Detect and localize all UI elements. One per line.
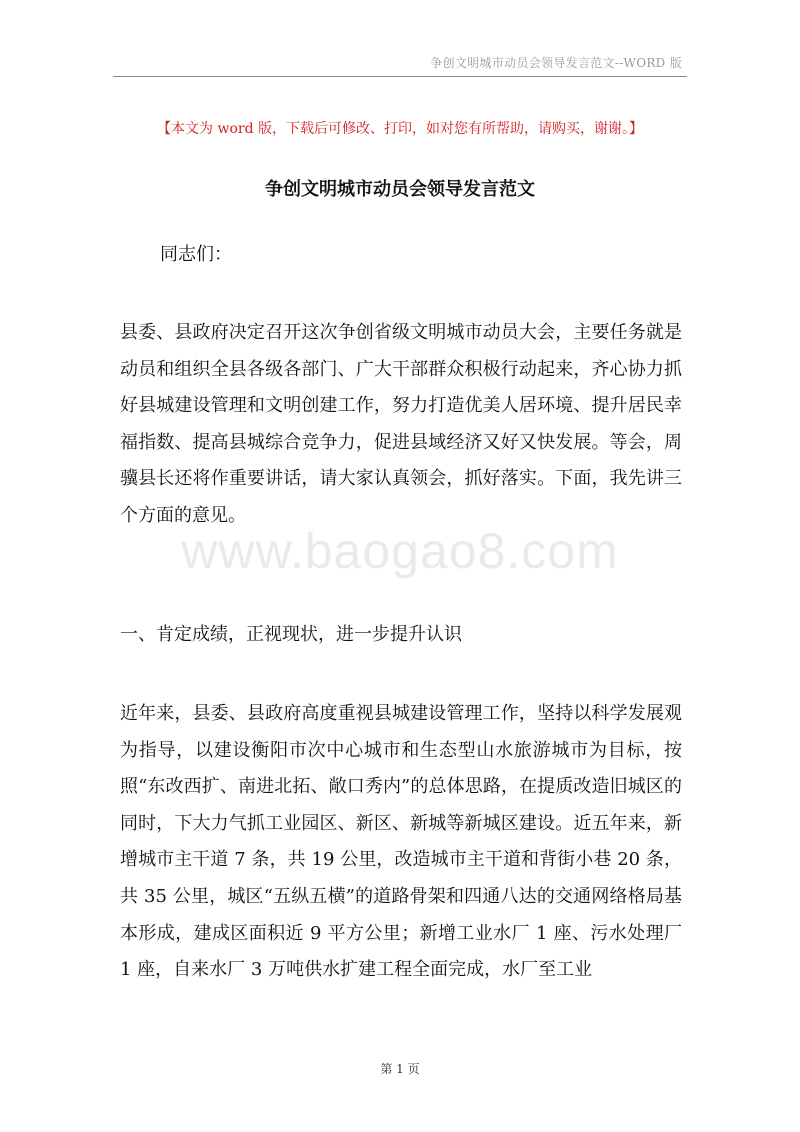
watermark: www.baogao8.com	[181, 523, 619, 579]
download-notice: 【本文为 word 版，下载后可修改、打印，如对您有所帮助，请购买，谢谢。】	[157, 121, 643, 137]
page-number: 第 1 页	[380, 1062, 420, 1076]
header-divider	[113, 76, 687, 77]
running-header-title: 争创文明城市动员会领导发言范文--WORD 版	[430, 56, 682, 70]
document-title: 争创文明城市动员会领导发言范文	[265, 179, 535, 200]
greeting: 同志们：	[160, 244, 232, 265]
section-heading-1: 一、肯定成绩，正视现状，进一步提升认识	[120, 624, 462, 645]
body-paragraph-intro: 县委、县政府决定召开这次争创省级文明城市动员大会，主要任务就是动员和组织全县各级各部门、广大干部群众积极行动起来，齐心协力抓好县城建设管理和文明创建工作，努力打造优美人居环境、提升居民幸福指数、提高县城综合竞争力，促进县域经济又好又快发展。等会，周骥县长还将作重要讲话，请大家认真领会，抓好落实。下面，我先讲三个方面的意见。	[120, 322, 682, 526]
body-paragraph-achievements: 近年来，县委、县政府高度重视县城建设管理工作，坚持以科学发展观为指导，以建设衡阳市次中心城市和生态型山水旅游城市为目标，按照“东改西扩、南进北拓、敞口秀内”的总体思路，在提质改造旧城区的同时，下大力气抓工业园区、新区、新城等新城区建设。近五年来，新增城市主干道 7 条，共 19 公里，改造城市主干道和背街小巷 20 条，共 35 公里，城区“五纵五横”的道路骨架和四通八达的交通网络格局基本形成，建成区面积近 9 平方公里；新增工业水厂 1 座、污水处理厂 1 座，自来水厂 3 万吨供水扩建工程全面完成，水厂至工业	[120, 703, 682, 981]
